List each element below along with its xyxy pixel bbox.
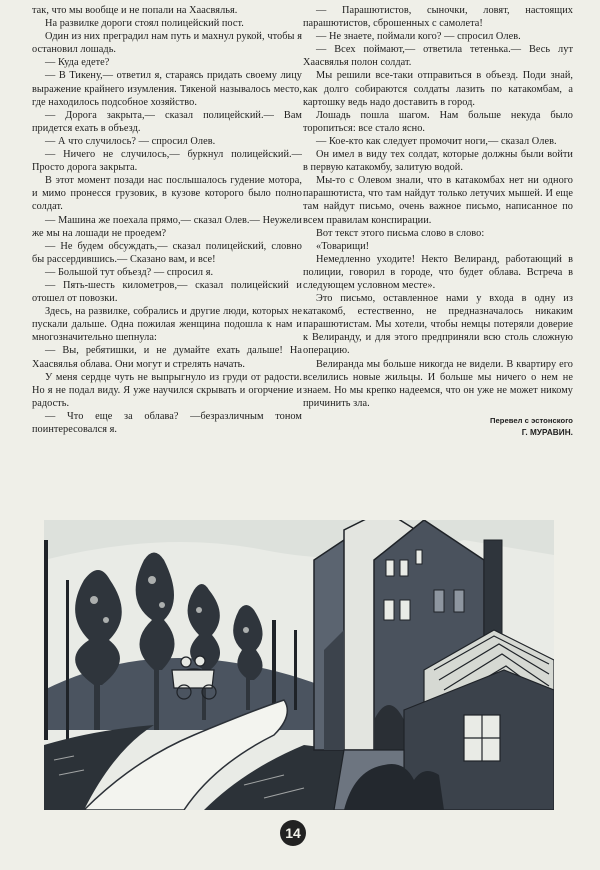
- page-number: 14: [280, 820, 306, 846]
- translator-name: Г. МУРАВИН.: [521, 427, 573, 437]
- paragraph: — Не знаете, поймали кого? — спросил Олев.: [316, 31, 521, 43]
- paragraph: — Не будем обсуждать,— сказал полицейский, словно бы рассердившись.— Сказано вам, и все!: [32, 240, 302, 265]
- right-text-column: [303, 4, 573, 439]
- paragraph: Мы-то с Олевом знали, что в катакомбах нет ни одного парашютиста, что там найдут только летучих мышей. И еще там найдут письмо, очень важное письмо, написанное по всем правилам конспирации.: [303, 175, 573, 226]
- paragraph: — В Тикену,— ответил я, стараясь придать своему лицу выражение крайнего изумления. Тякеной называлось место, где находилось подсобное хозяйство.: [32, 70, 302, 108]
- paragraph: Лошадь пошла шагом. Нам больше некуда было торопиться: все стало ясно.: [303, 109, 573, 134]
- paragraph: — Пять-шесть километров,— сказал полицейский и отошел от повозки.: [32, 279, 302, 305]
- paragraph: — Ничего не случилось,— буркнул полицейский.— Просто дорога закрыта.: [32, 149, 302, 174]
- paragraph: — Что еще за облава? —безразличным тоном поинтересовался я.: [32, 410, 302, 435]
- paragraph: — А что случилось? — спросил Олев.: [45, 135, 216, 147]
- paragraph: Мы решили все-таки отправиться в объезд. Поди знай, как долго собираются солдаты лазить по катакомбам, а картошку ведь надо доставить в город.: [303, 70, 573, 108]
- translated-by-line: Перевел с эстонского: [489, 415, 573, 425]
- paragraph: — Всех поймают,— ответила тетенька.— Весь лут Хаасвялья полон солдат.: [303, 44, 573, 69]
- paragraph: — Куда едете?: [45, 57, 110, 69]
- paragraph: Велиранда мы больше никогда не видели. В квартиру его вселились новые жильцы. И больше мы ничего о нем не знаем. Но мы крепко надеемся, что он уже не может никому причинить зла.: [303, 358, 573, 409]
- paragraph: Один из них преградил нам путь и махнул рукой, чтобы я остановил лошадь.: [32, 31, 302, 56]
- paragraph: — Дорога закрыта,— сказал полицейский.— Вам придется ехать в объезд.: [32, 109, 302, 134]
- paragraph: — Кое-кто как следует промочит ноги,— сказал Олев.: [316, 135, 557, 147]
- paragraph: На развилке дороги стоял полицейский пост.: [45, 18, 244, 30]
- paragraph: Здесь, на развилке, собрались и другие люди, которых не пускали дальше. Одна пожилая женщина подошла к нам и многозначительно шепнула:: [32, 306, 302, 344]
- paragraph: Это письмо, оставленное нами у входа в одну из катакомб, естественно, не предназначалось никаким парашютистам. Мы хотели, чтобы немцы потеряли доверие к Велиранду, и для этого предприняли всю столь сложную операцию.: [303, 293, 573, 357]
- left-text-column: [32, 4, 302, 436]
- paragraph: — Большой тут объезд? — спросил я.: [45, 266, 214, 278]
- paragraph: так, что мы вообще и не попали на Хаасвялья.: [32, 5, 238, 16]
- translator-credit: [303, 415, 573, 439]
- paragraph: Немедленно уходите! Некто Велиранд, работающий в полиции, говорил в городе, что будет облава. Встреча в следующем условном месте».: [303, 253, 573, 291]
- paragraph: — Вы, ребятишки, и не думайте ехать дальше! На Хаасвялья облава. Они могут и стрелять начать.: [32, 345, 302, 370]
- story-illustration: [44, 520, 554, 810]
- paragraph: Вот текст этого письма слово в слово:: [316, 227, 485, 239]
- paragraph: — Парашютистов, сыночки, ловят, настоящих парашютистов, сброшенных с самолета!: [303, 5, 573, 30]
- paragraph: В этот момент позади нас послышалось гудение мотора, и мимо пронесся грузовик, в кузове которого было полно солдат.: [32, 175, 302, 213]
- paragraph: У меня сердце чуть не выпрыгнуло из груди от радости. Но я не подал виду. Я уже научился скрывать и огорчение и радость.: [32, 371, 302, 409]
- paragraph: «Товарищи!: [316, 240, 370, 252]
- paragraph: — Машина же поехала прямо,— сказал Олев.— Неужели же мы на лошади не проедем?: [32, 214, 302, 239]
- paragraph: Он имел в виду тех солдат, которые должны были войти в первую катакомбу, залитую водой.: [303, 149, 573, 174]
